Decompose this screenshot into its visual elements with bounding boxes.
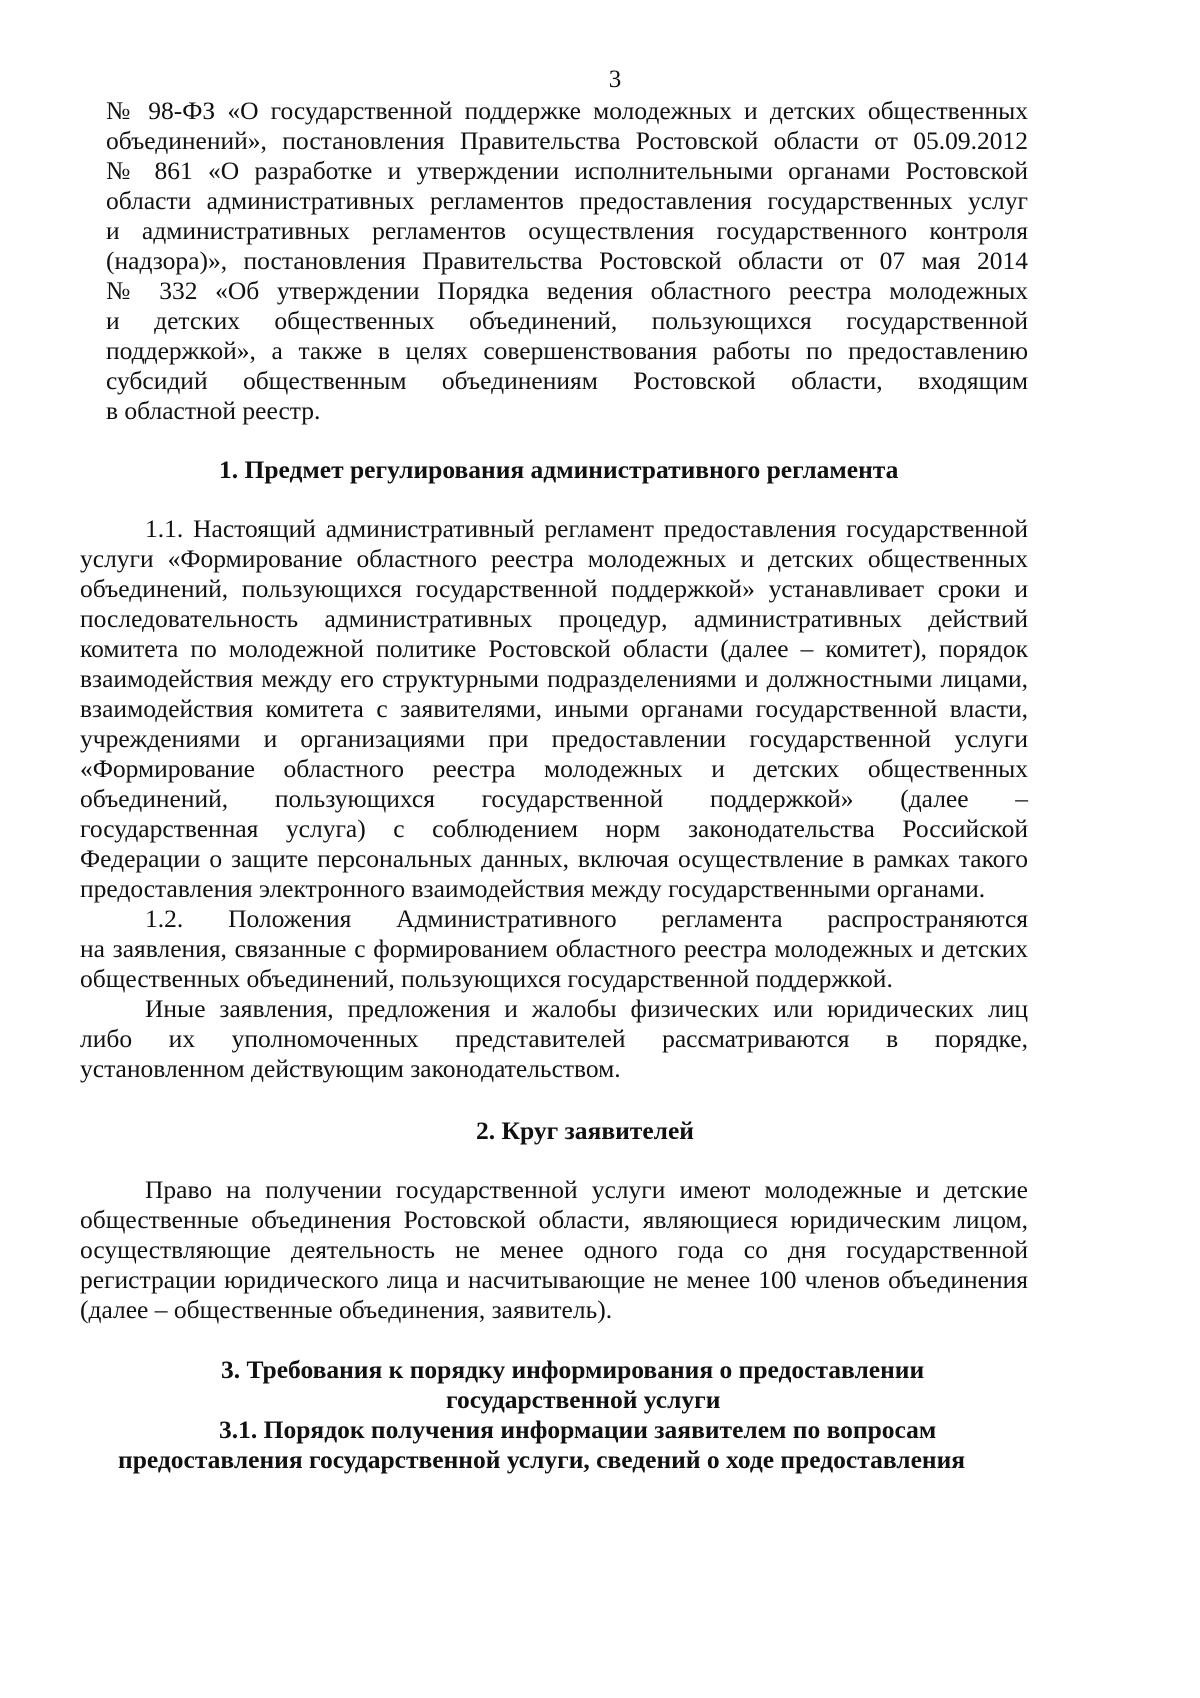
- section1-line: учреждениями и организациями при предоставлении государственной услуги: [80, 724, 1028, 753]
- section1-heading: 1. Предмет регулирования административного регламента: [219, 455, 899, 484]
- section3-heading: 3. Требования к порядку информирования о предоставлении: [221, 1355, 925, 1384]
- section1-line: 1.1. Настоящий административный регламент предоставления государственной: [145, 514, 1028, 543]
- section1-line: установленном действующим законодательством.: [80, 1054, 621, 1083]
- intro-line: и административных регламентов осуществления государственного контроля: [106, 216, 1028, 245]
- section2-heading: 2. Круг заявителей: [476, 1116, 694, 1145]
- intro-line: поддержкой», а также в целях совершенствования работы по предоставлению: [106, 336, 1028, 365]
- intro-line: в областной реестр.: [106, 396, 321, 425]
- section1-line: либо их уполномоченных представителей рассматриваются в порядке,: [80, 1024, 1028, 1053]
- section1-line: взаимодействия комитета с заявителями, иными органами государственной власти,: [80, 694, 1028, 723]
- section1-line: общественных объединений, пользующихся государственной поддержкой.: [80, 964, 893, 993]
- section1-line: последовательность административных процедур, административных действий: [80, 604, 1028, 633]
- section1-line: Иные заявления, предложения и жалобы физических или юридических лиц: [145, 994, 1028, 1023]
- section2-line: регистрации юридического лица и насчитывающие не менее 100 членов объединения: [80, 1265, 1028, 1294]
- intro-line: № 98-ФЗ «О государственной поддержке молодежных и детских общественных: [106, 96, 1028, 125]
- section1-line: объединений, пользующихся государственной поддержкой» (далее –: [80, 784, 1028, 813]
- intro-line: субсидий общественным объединениям Ростовской области, входящим: [106, 366, 1028, 395]
- section1-line: на заявления, связанные с формированием областного реестра молодежных и детских: [80, 934, 1028, 963]
- section1-line: объединений, пользующихся государственной поддержкой» устанавливает сроки и: [80, 574, 1028, 603]
- intro-line: области административных регламентов предоставления государственных услуг: [106, 186, 1028, 215]
- section1-line: услуги «Формирование областного реестра молодежных и детских общественных: [80, 544, 1028, 573]
- intro-line: и детских общественных объединений, пользующихся государственной: [106, 306, 1028, 335]
- section1-line: 1.2. Положения Административного регламента распространяются: [145, 904, 1028, 933]
- section1-line: Федерации о защите персональных данных, включая осуществление в рамках такого: [80, 844, 1028, 873]
- intro-line: объединений», постановления Правительства Ростовской области от 05.09.2012: [106, 126, 1028, 155]
- section1-line: «Формирование областного реестра молодежных и детских общественных: [80, 754, 1028, 783]
- page-number: 3: [608, 66, 622, 93]
- section2-line: (далее – общественные объединения, заявитель).: [80, 1295, 613, 1324]
- section31-heading: предоставления государственной услуги, сведений о ходе предоставления: [118, 1445, 966, 1474]
- intro-line: № 332 «Об утверждении Порядка ведения областного реестра молодежных: [106, 276, 1028, 305]
- section2-line: осуществляющие деятельность не менее одного года со дня государственной: [80, 1235, 1028, 1264]
- section2-line: общественные объединения Ростовской области, являющиеся юридическим лицом,: [80, 1205, 1028, 1234]
- section1-line: государственная услуга) с соблюдением норм законодательства Российской: [80, 814, 1028, 843]
- section3-heading: государственной услуги: [446, 1385, 721, 1414]
- section2-line: Право на получении государственной услуги имеют молодежные и детские: [145, 1175, 1028, 1204]
- section31-heading: 3.1. Порядок получения информации заявителем по вопросам: [219, 1415, 937, 1444]
- section1-line: предоставления электронного взаимодействия между государственными органами.: [80, 874, 986, 903]
- section1-line: комитета по молодежной политике Ростовской области (далее – комитет), порядок: [80, 634, 1028, 663]
- intro-line: (надзора)», постановления Правительства Ростовской области от 07 мая 2014: [106, 246, 1028, 275]
- section1-line: взаимодействия между его структурными подразделениями и должностными лицами,: [80, 664, 1028, 693]
- intro-line: № 861 «О разработке и утверждении исполнительными органами Ростовской: [106, 156, 1028, 185]
